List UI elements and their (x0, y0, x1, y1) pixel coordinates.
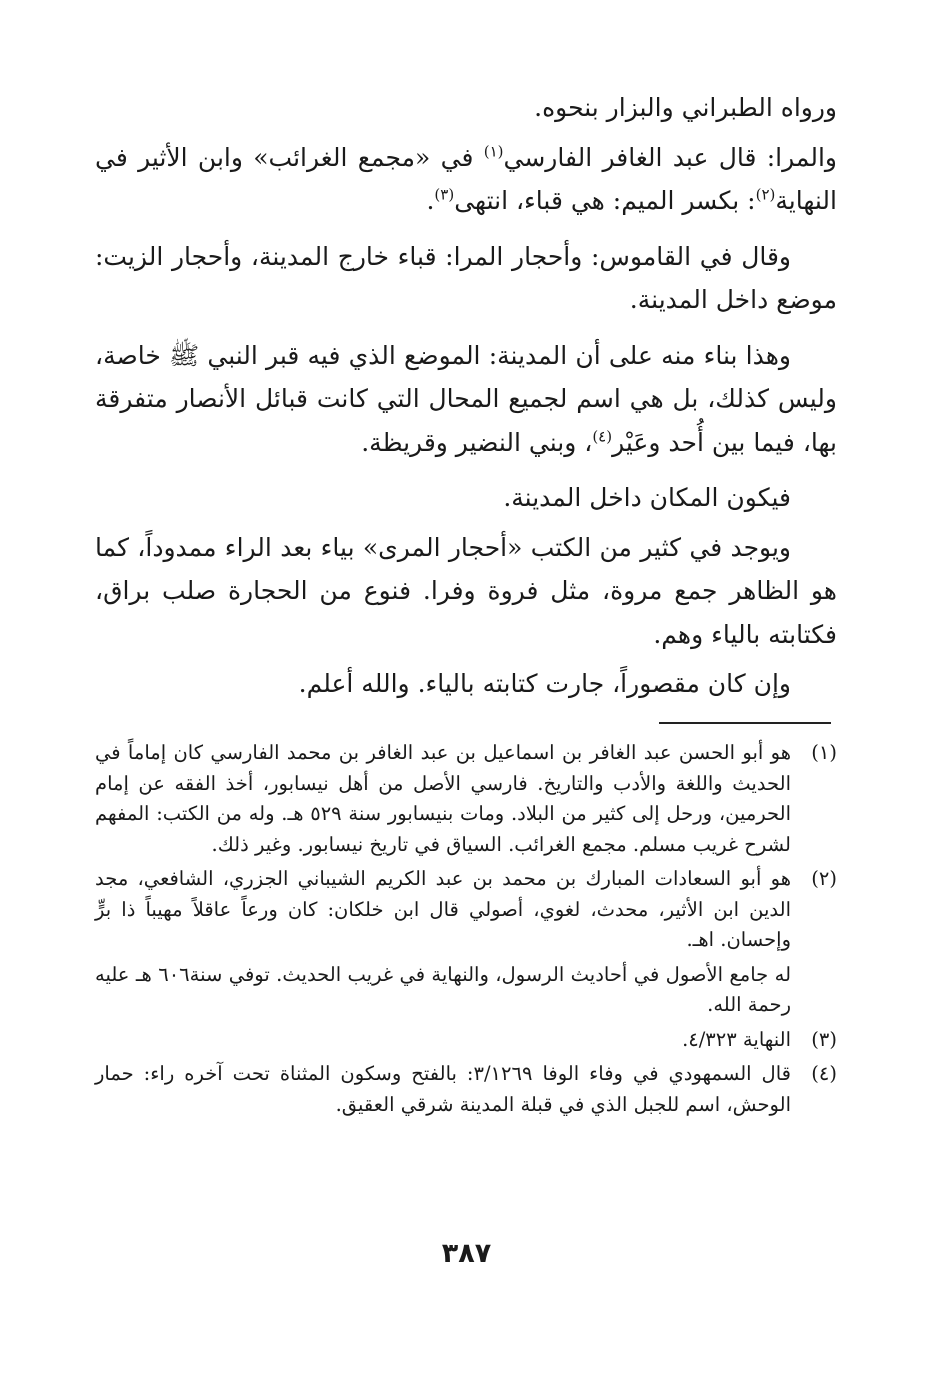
footnote-continuation: له جامع الأصول في أحاديث الرسول، والنهاية في غريب الحديث. توفي سنة٦٠٦ هـ عليه رحمة الله. (95, 962, 792, 1016)
footnote-number: (٢) (811, 867, 837, 890)
paragraph: والمرا: قال عبد الغافر الفارسي$^{(١)}$ في «مجمع الغرائب» وابن الأثير في النهاية$^{(٢)}$: بكسر الميم: هي قباء، انتهى$^{(٣)}$. (95, 142, 837, 215)
paragraph-text: وإن كان مقصوراً، جارت كتابته بالياء. والله أعلم. (298, 669, 791, 698)
paragraph-text: : بكسر الميم: هي قباء، انتهى (454, 186, 756, 215)
paragraph (95, 86, 837, 130)
footnote-ref[interactable]: (٢) (755, 185, 776, 204)
footnote-text: هو أبو السعادات المبارك بن محمد بن عبد الكريم الشيباني الجزري، الشافعي، مجد الدين ابن الأثير، محدث، لغوي، أصولي قال ابن خلكان: كان ورعاً عاقلاً مهيباً ذا برٍّ وإحسان. اهـ. (95, 867, 791, 951)
paragraph (95, 235, 837, 322)
footnote-number: (١) (811, 741, 837, 764)
footnote (95, 1025, 837, 1056)
main-text (95, 86, 837, 712)
paragraph (95, 476, 837, 520)
footnote (95, 1059, 837, 1120)
paragraph-text: فيكون المكان داخل المدينة. (503, 483, 791, 512)
footnote-text: النهاية ٤/٣٢٣. (682, 1027, 791, 1051)
page-number: ٣٨٧ (441, 1238, 492, 1269)
footnote-ref[interactable]: (٤) (592, 427, 613, 446)
footnote-ref[interactable]: (١) (483, 142, 504, 161)
paragraph-text: ، وبني النضير وقريظة. (361, 427, 593, 457)
paragraph-text: والمرا: قال عبد الغافر الفارسي (503, 142, 837, 172)
paragraph (95, 334, 837, 465)
paragraph (95, 662, 837, 706)
paragraph-text: ويوجد في كثير من الكتب «أحجار المرى» بياء بعد الراء ممدوداً، كما هو الظاهر جمع مروة، مثل فروة وفرا. فنوع من الحجارة صلب براق، فكتابته بالياء وهم. (95, 532, 837, 649)
paragraph-text: وقال في القاموس: وأحجار المرا: قباء خارج المدينة، وأحجار الزيت: موضع داخل المدينة. (95, 241, 837, 314)
paragraph-text: في «مجمع الغرائب» وابن الأثير في النهاية (95, 142, 837, 215)
paragraph (95, 526, 837, 657)
footnote-ref[interactable]: (٣) (434, 185, 455, 204)
footnote (95, 864, 837, 956)
footnote-number: (٤) (811, 1062, 837, 1085)
paragraph-text: ورواه الطبراني والبزار بنحوه. (534, 93, 837, 122)
paragraph-text: وهذا بناء منه على أن المدينة: الموضع الذي فيه قبر النبي ﷺ خاصة، وليس كذلك، بل هي اسم لجميع المحال التي كانت قبائل الأنصار متفرقة بها، فيما بين أُحد وعَيْر (95, 340, 837, 457)
footnote-text: قال السمهودي في وفاء الوفا ٣/١٢٦٩: بالفتح وسكون المثناة تحت آخره راء: حمار الوحش، اسم للجبل الذي في قبلة المدينة شرقي العقيق. (95, 1062, 791, 1116)
footnotes (95, 738, 837, 1124)
footnote-text: هو أبو الحسن عبد الغافر بن اسماعيل بن عبد الغافر بن محمد الفارسي كان إماماً في الحديث واللغة والأدب والتاريخ. فارسي الأصل من أهل نيسابور، أخذ الفقه عن إمام الحرمين، ورحل إلى كثير من البلاد. ومات بنيسابور سنة ٥٢٩ هـ. وله من الكتب: المفهم لشرح غريب مسلم. مجمع الغرائب. السياق في تاريخ نيسابور. وغير ذلك. (95, 741, 791, 856)
footnote (95, 738, 837, 860)
footnote-separator (659, 722, 831, 724)
footnote-number: (٣) (811, 1027, 837, 1051)
